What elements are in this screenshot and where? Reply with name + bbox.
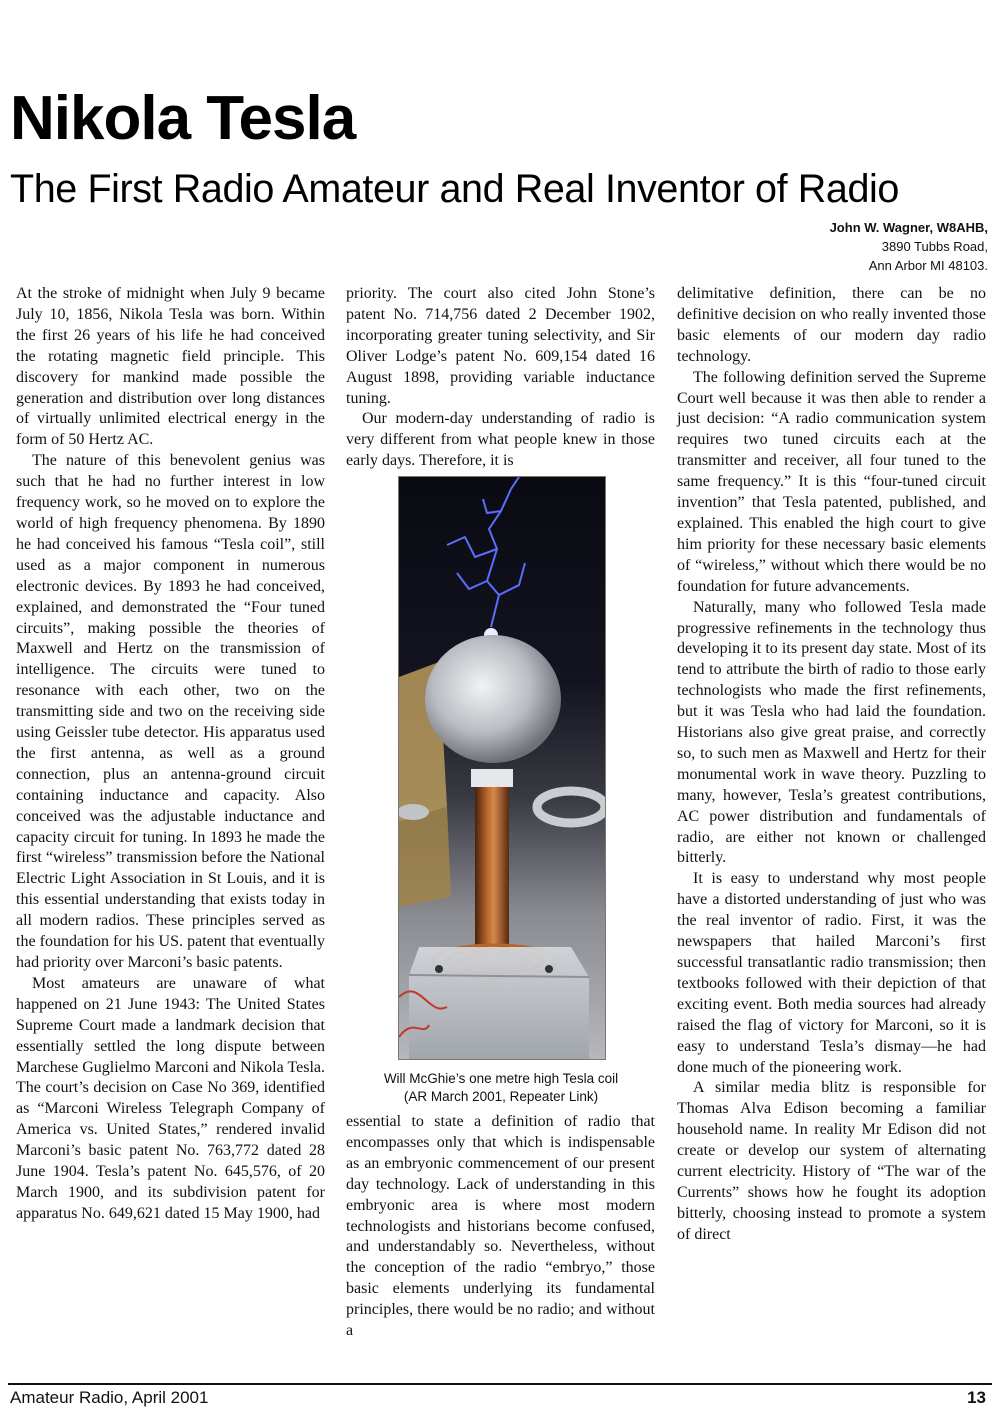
author-address-line2: Ann Arbor MI 48103. [868,258,988,273]
paragraph: The nature of this benevolent genius was such that he had no further interest in low frequency work, so he moved on to explore the world of high frequency phenomena. By 1890 he had conceived his famous “Tesla coil”, still used as a major component in numerous electronic devices. By 1893 he had conceived, explained, and demonstrated the “Four tuned circuits”, making possible the theories of Maxwell and Hertz on the transmission of intelligence. The circuits were tuned to resonance with each other, two on the transmitting side and two on the receiving side using Geissler tube detector. His apparatus used the first antenna, as well as a ground connection, plus an antenna-ground circuit containing inductance and capacity. Also conceived was the adjustable inductance and capacity circuit for tuning. In 1893 he made the first “wireless” transmission before the National Electric Light Association in St Louis, and it is this essential understanding that exists today in all modern radios. These principles served as the foundation for his US. patent that eventually had priority over Marconi’s basic patents. [16,452,325,971]
caption-line-2: (AR March 2001, Repeater Link) [403,1089,599,1104]
author-block [830,218,988,275]
paragraph: A similar media blitz is responsible for Thomas Alva Edison becoming a familiar household name. In reality Mr Edison did not create or develop our system of alternating current electricity. History of “The war of the Currents” shows how he fought its adoption bitterly, choosing instead to promote a system of direct [677,1079,986,1243]
author-name: John W. Wagner, W8AHB, [829,220,988,235]
figure-caption [340,1070,662,1106]
page-number: 13 [967,1388,986,1407]
footer-divider [8,1383,992,1385]
paragraph: priority. The court also cited John Stone’s patent No. 714,756 dated 2 December 1902, incorporating greater tuning selectivity, and Sir Oliver Lodge’s patent No. 609,154 dated 16 August 1898, providing variable inductance tuning. [346,285,655,407]
paragraph: delimitative definition, there can be no definitive decision on who really invented those basic elements of our modern day radio technology. [677,285,986,365]
paragraph: The following definition served the Supreme Court well because it was then able to render a just decision: “A radio communication system requires two tuned circuits each at the transmitter and receiver, all four tuned to the same frequency.” It is this “four-tuned circuit invention” that Tesla patented, published, and explained. This enabled the high court to give him priority for these necessary basic elements of “wireless,” without which there would be no foundation for future advancements. [677,368,986,595]
footer-publication: Amateur Radio, April 2001 [10,1388,209,1407]
tesla-coil-photo [398,476,606,1060]
column-2-continuation [346,1112,655,1342]
text-column-1 [16,284,325,1225]
article-subtitle: The First Radio Amateur and Real Inventor of Radio [10,167,899,211]
paragraph: It is easy to understand why most people have a distorted understanding of just who was the real inventor of radio. First, it was the newspapers that hailed Marconi’s first successful transatlantic radio transmission; then textbooks followed with their depiction of that exciting event. Both media sources had already raised the flag of victory for Marconi, so it is easy to understand Tesla’s dismay—he had done much of the pioneering work. [677,870,986,1076]
paragraph: Naturally, many who followed Tesla made progressive refinements in the technology thus developing it to its present day state. Most of its tend to attribute the birth of radio to those early technologists who made the first refinements, but it was Tesla who had laid the foundation. Historians also give great praise, and correctly so, to such men as Maxwell and Hertz for their monumental work in wave theory. Puzzling to many, however, Tesla’s greatest contributions, AC power distribution and fundamentals of radio, are either not known or challenged bitterly. [677,598,986,867]
caption-line-1: Will McGhie’s one metre high Tesla coil [383,1071,619,1086]
text-column-3 [677,284,986,1246]
paragraph: At the stroke of midnight when July 9 became July 10, 1856, Nikola Tesla was born. Within the first 26 years of his life he had conceived the rotating magnetic field principle. This discovery for mankind made possible the generation and distribution over long distances of virtually unlimited electrical energy in the form of 50 Hertz AC. [16,285,325,449]
paragraph: Our modern-day understanding of radio is very different from what people knew in those early days. Therefore, it is [346,410,655,470]
paragraph: Most amateurs are unaware of what happened on 21 June 1943: The United States Supreme Court made a landmark decision that essentially settled the long dispute between Marchese Guglielmo Marconi and Nikola Tesla. The court’s decision on Case No 369, identified as “Marconi Wireless Telegraph Company of America vs. United States,” rendered invalid Marconi’s basic patent No. 763,772 dated 28 June 1904. Tesla’s patent No. 645,576, of 20 March 1900, and its subdivision patent for apparatus No. 649,621 dated 15 May 1900, had [16,974,325,1222]
article-title: Nikola Tesla [10,84,356,153]
paragraph: essential to state a definition of radio that encompasses only that which is indispensable as an embryonic commencement of our present day technology. Lack of understanding in this embryonic area is where most modern technologists and historians become confused, and understandably so. Nevertheless, without the conception of the radio “embryo,” those basic elements underlying its fundamental principles, there would be no radio; and without a [346,1113,655,1340]
author-address-line1: 3890 Tubbs Road, [881,239,988,254]
